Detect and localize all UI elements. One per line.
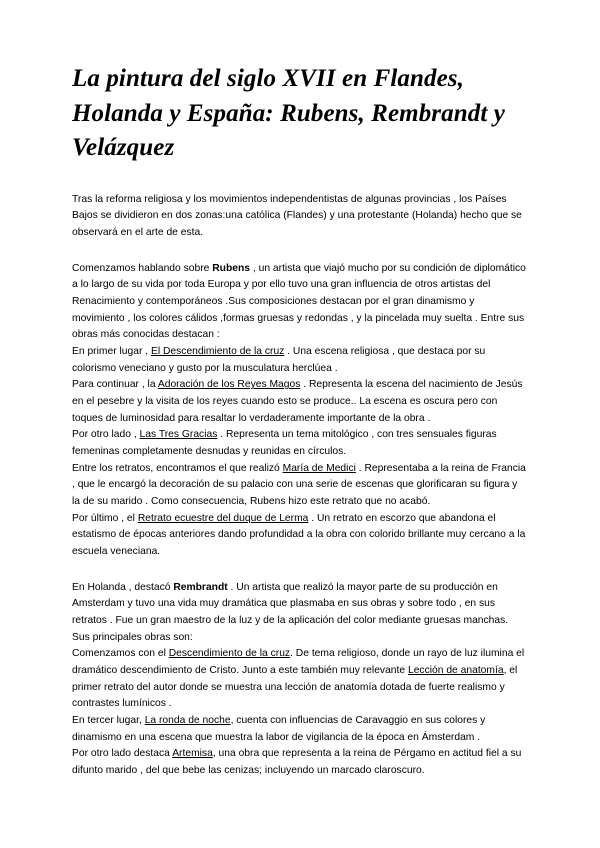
rembrandt-work-1 [72, 646, 528, 713]
rubens-work-2-pre: Para continuar , la [72, 379, 158, 391]
spacer [72, 561, 528, 580]
rubens-work-4-title: María de Medici [282, 462, 356, 474]
rembrandt-intro-post: . Un artista que realizó la mayor parte de su producción en Amsterdam y tuvo una vida muy dramática que plasmaba en sus obras y sobre todo , en sus retratos . Fue un gran maestro de la luz y de la aplicación del color mediante gruesas manchas. Sus principales obras son: [72, 581, 509, 643]
rembrandt-work-3-post: , una obra que representa a la reina de Pérgamo en actitud fiel a su difunto marido , del que bebe las cenizas; incluyendo un marcado claroscuro. [72, 748, 522, 776]
rubens-work-5 [72, 511, 528, 561]
spacer [72, 242, 528, 261]
rubens-work-1-post: . Una escena religiosa , que destaca por su colorismo veneciano y gusto por la musculatura herclúea . [72, 345, 486, 374]
rubens-work-3-post: . Representa un tema mitológico , con tres sensuales figuras femeninas completamente desnudas y reunidas en círculos. [72, 429, 497, 457]
rembrandt-work-1-post: , el primer retrato del autor donde se muestra una lección de anatomía dotada de fuerte realismo y contrastes lumínicos . [72, 664, 518, 710]
page-title: La pintura del siglo XVII en Flandes, Holanda y España: Rubens, Rembrandt y Velázquez [72, 65, 505, 161]
rembrandt-name: Rembrandt [173, 581, 228, 593]
rubens-work-3-title: Las Tres Gracias [139, 429, 218, 441]
rubens-intro-paragraph [72, 261, 528, 344]
rubens-work-4-post: . Representaba a la reina de Francia , que le encargó la decoración de su palacio con una serie de escenas que glorificaran su figura y la de su marido . Como consecuencia, Rubens hizo este retrato que no acabó. [72, 462, 526, 507]
rembrandt-work-3-pre: Por otro lado destaca [72, 748, 173, 760]
intro-text: Tras la reforma religiosa y los movimientos independentistas de algunas provincias , los Países Bajos se dividieron en dos zonas:una católica (Flandes) y una protestante (Holanda) hecho que se observará en el arte de esta. [72, 193, 522, 238]
rubens-work-5-post: . Un retrato en escorzo que abandona el estatismo de épocas anteriores dando profundidad a la obra con colorido brillante muy cercano a la escuela veneciana. [72, 512, 526, 557]
rembrandt-work-2-post: , cuenta con influencias de Caravaggio en sus colores y dinamismo en una escena que muestra la labor de vigilancia de la época en Ámsterdam . [72, 714, 486, 743]
rubens-work-4 [72, 461, 528, 511]
rembrandt-work-3 [72, 746, 528, 779]
rubens-intro-post: , un artista que viajó mucho por su condición de diplomático a lo largo de su vida por toda Europa y por ello tuvo una gran influencia de otros artistas del Renacimiento y contemporáneos .Sus composiciones destacan por el gran dinamismo y movimiento , los colores cálidos ,formas gruesas y redondas , y la pincelada muy suelta . Entre sus obras más conocidas destacan : [72, 262, 526, 341]
rubens-work-5-title: Retrato ecuestre del duque de Lerma [137, 512, 309, 524]
rembrandt-work-3-title: Artemisa [172, 748, 213, 760]
rembrandt-work-1-mid: . De tema religioso, donde un rayo de luz ilumina el dramático descendimiento de Cristo. Junto a este también muy relevante [72, 648, 525, 676]
rubens-work-2-post: . Representa la escena del nacimiento de Jesús en el pesebre y la visita de los reyes cuando esto se produce.. La escena es oscura pero con toques de luminosidad para resaltar lo verdaderamente importante de la obra . [72, 379, 523, 424]
rubens-work-3 [72, 427, 528, 460]
rembrandt-work-1-title: Descendimiento de la cruz [168, 648, 291, 660]
rubens-work-5-pre: Por último , el [72, 512, 138, 524]
rubens-work-1-title: El Descendimiento de la cruz [150, 345, 285, 357]
rembrandt-work-2 [72, 713, 528, 746]
intro-paragraph [72, 192, 528, 242]
rembrandt-work-2-pre: En tercer lugar, [72, 714, 145, 726]
rubens-work-3-pre: Por otro lado , [72, 429, 140, 441]
rubens-name: Rubens [212, 262, 251, 274]
rubens-work-2 [72, 377, 528, 427]
rubens-work-2-title: Adoración de los Reyes Magos [157, 379, 301, 391]
rembrandt-intro-pre: En Holanda , destacó [72, 581, 174, 593]
rembrandt-work-2-title: La ronda de noche [144, 714, 231, 726]
rembrandt-work-1-title-2: Lección de anatomía [407, 664, 504, 676]
rembrandt-work-1-pre: Comenzamos con el [72, 648, 169, 660]
rubens-work-1 [72, 344, 528, 377]
rubens-work-1-pre: En primer lugar , [72, 345, 151, 357]
rembrandt-intro-paragraph [72, 580, 528, 647]
rubens-intro-pre: Comenzamos hablando sobre [72, 262, 213, 274]
rubens-work-4-pre: Entre los retratos, encontramos el que realizó [72, 462, 283, 474]
